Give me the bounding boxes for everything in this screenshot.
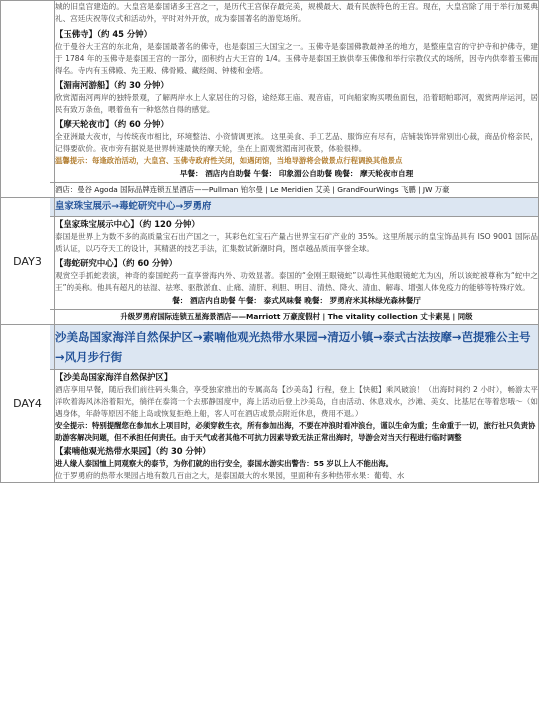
day3-heading: 皇家珠宝展示→毒蛇研究中心→罗勇府 xyxy=(55,201,212,212)
section-title: 【毒蛇研究中心】（约 60 分钟） xyxy=(55,258,178,268)
section-text: 位于罗勇府的热带水果园占地有数几百亩之大，是泰国最大的水果园，里面种有多种热带水果：葡萄、水 xyxy=(55,471,405,480)
day2-content xyxy=(55,1,539,198)
day4-content xyxy=(55,325,539,483)
day3-row xyxy=(1,198,539,325)
day2-intro: 城的旧皇宫建造的。大皇宫是泰国诸多王宫之一，是历代王宫保存最完美，规模最大、最有民族特色的王宫。现在，大皇宫除了用于举行加冕典礼、宫廷庆祝等仪式和活动外，平时对外开放，成为泰国著名的游览场所。 xyxy=(55,2,538,23)
hotel-line: 升级罗勇府国际连锁五星海景酒店——Marriott 万豪度假村 | The vitality collection 丈卡素晃 | 同级 xyxy=(120,312,473,321)
section-text: 全亚洲最大夜市，与传统夜市相比，环境整洁、小资情调更浓。 这里美食、手工艺品、服饰应有尽有，店铺装饰异常别出心裁，商品价格亲民，记得要砍价。夜市旁有据说是世界转速最快的摩天轮，坐在上面观赏湄南河夜景，体验很棒。 xyxy=(55,132,538,153)
day4-row xyxy=(1,325,539,483)
day4-heading: 沙美岛国家海洋自然保护区→素喃他观光热带水果园→清迈小镇→泰式古法按摩→芭提雅公主号→风月步行街 xyxy=(55,330,531,364)
warm-tip: 温馨提示：每逢政治活动，大皇宫、玉佛寺政府性关闭，如遇闭馆，当地导游将会做景点行程调换其他景点 xyxy=(55,156,403,165)
section-title: 【皇家珠宝展示中心】（约 120 分钟） xyxy=(55,219,200,229)
hotel-line: 酒店：曼谷 Agoda 国际品牌连锁五星酒店——Pullman 铂尔曼 | Le Meridien 艾美 | GrandFourWings 飞鹏 | JW 万豪 xyxy=(55,185,450,194)
section-text: 观赏空手抓蛇表演，神奇的泰国蛇药一直享誉海内外、功效显著。泰国的“金刚王眼镜蛇”以毒性其他眼镜蛇尤为凶，所以该蛇被尊称为“蛇中之王”的美称。他具有超凡的祛湿、祛寒、驱散淤血、止痛、清肝、利胆、明目、清热、降火、清血、解毒、增强人体免疫力的能够等特殊疗效。 xyxy=(55,271,538,292)
section-title: 【湄南河游船】（约 30 分钟） xyxy=(55,80,169,90)
safety-notice: 安全提示：特别提醒您在参加水上项目时，必须穿救生衣，所有参加出海，不要在冲浪时看冲浪台，谨以生命为重；生命重于一切，旅行社只负责协助游客解决问题，但不承担任何责任。由于天气或者其他不可抗力因素导致无法正常出海时，导游会对当天行程进行临时调整 xyxy=(55,421,536,442)
divider xyxy=(50,369,539,370)
day2-label-cell xyxy=(1,1,55,198)
section-text: 泰国是世界上为数不多的高质量宝石出产国之一，其彩色红宝石产量占世界宝石矿产业的 35%。这里所展示的皇宝饰品具有 ISO 9001 国际品质认证，以巧夺天工的设计，其精湛的技艺手法，汇集数试新潮时尚，图卓越品质而享誉全球。 xyxy=(55,232,538,253)
section-title: 【玉佛寺】（约 45 分钟） xyxy=(55,29,153,39)
section-title: 【摩天轮夜市】（约 60 分钟） xyxy=(55,119,169,129)
age-warning: 进人缘人泰国恤上同观察大的泰节，为你们就的出行安全，泰国水游实出警告：55 岁以上人不能出海。 xyxy=(55,459,394,468)
meals-line: 餐： 酒店内自助餐 午餐： 泰式风味餐 晚餐： 罗勇府米其林绿光森林餐厅 xyxy=(172,296,421,305)
day4-label: DAY4 xyxy=(1,325,55,483)
day3-label: DAY3 xyxy=(1,198,55,325)
section-title: 【素喃他观光热带水果园】（约 30 分钟） xyxy=(55,446,211,456)
section-title: 【沙美岛国家海洋自然保护区】 xyxy=(55,372,173,382)
meals-line: 早餐： 酒店内自助餐 午餐： 印象湄公自助餐 晚餐： 摩天轮夜市自理 xyxy=(179,169,414,178)
section-text: 欣赏湄南河两岸的独特景观，了解两岸水上人家居住的习俗，途经郑王庙、观音庙，可向船家购买喂鱼面包，沿着昭帕耶河，观赏两岸运河，居民有致万条鱼，喂着鱼有一种悠然自得的感觉。 xyxy=(55,93,538,114)
section-text: 位于曼谷大王宫的东北角，是泰国最著名的佛寺，也是泰国三大国宝之一。玉佛寺是泰国佛教最神圣的地方，是整座皇宫的守护寺和护佛寺，建于 1784 年的玉佛寺是泰国王宫的一部分，面积约占大王宫的 1/4。玉佛寺是泰国王族供奉玉佛像和举行宗教仪式的场所，因寺内供奉着玉佛而得名。寺内有玉佛殿、先王殿、佛骨殿、藏经阁、钟楼和金塔。 xyxy=(55,42,538,75)
divider xyxy=(50,216,539,217)
section-text: 酒店享用早餐，随后我们前往码头集合，享受独家推出的专属高岛【沙美岛】行程，登上【快艇】乘风破浪！（出海时间约 2 小时），畅游太平洋吹着海风沐浴着阳光，徜徉在泰湾一个去那静国度中，海上活动后登上沙美岛，自由活动、休息戏水，沙滩、美女、比基尼在等着您哦～（如遇身体，年龄等原因不能上岛或恢复拒绝上船，客人可在酒店或景点附近休息，费用不退。） xyxy=(55,385,538,418)
day3-content xyxy=(55,198,539,325)
day2-row xyxy=(1,1,539,198)
